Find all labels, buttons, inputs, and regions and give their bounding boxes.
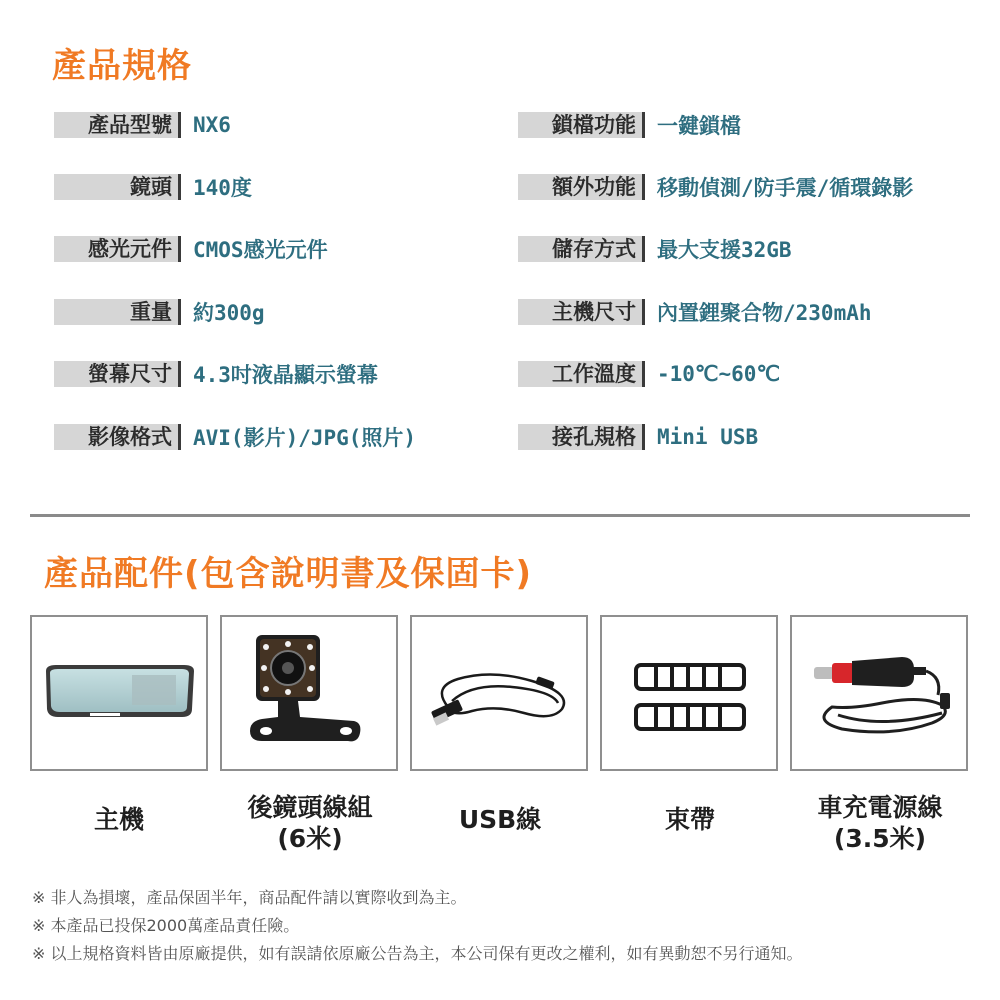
accessory-card-rear-camera <box>220 615 398 771</box>
spec-value: -10℃~60℃ <box>657 362 781 386</box>
spec-value: 移動偵測/防手震/循環錄影 <box>657 176 914 200</box>
spec-separator <box>642 112 645 138</box>
note-item: ※ 本產品已投保2000萬產品責任險。 <box>32 916 300 935</box>
accessory-label-line1: 束帶 <box>664 805 715 834</box>
accessory-card-car-charger <box>790 615 968 771</box>
accessory-label-usb-cable <box>400 804 600 835</box>
note-item: ※ 以上規格資料皆由原廠提供，如有誤請依原廠公告為主，本公司保有更改之權利，如有異動恕不另行通知。 <box>32 944 803 963</box>
spec-separator <box>178 174 181 200</box>
spec-value: CMOS感光元件 <box>193 238 328 262</box>
accessory-label-line2: (3.5米) <box>833 824 927 853</box>
spec-row <box>518 297 872 327</box>
spec-table <box>0 0 1000 480</box>
spec-row <box>54 422 416 452</box>
spec-label: 影像格式 <box>54 424 178 450</box>
strap-icon <box>602 617 776 769</box>
spec-separator <box>178 424 181 450</box>
spec-value: 內置鋰聚合物/230mAh <box>657 301 872 325</box>
specs-title: 產品規格 <box>52 46 192 86</box>
spec-label: 重量 <box>54 299 178 325</box>
spec-row <box>518 422 758 452</box>
spec-label: 鎖檔功能 <box>518 112 642 138</box>
spec-label: 感光元件 <box>54 236 178 262</box>
spec-separator <box>642 174 645 200</box>
spec-value: 約300g <box>193 301 265 325</box>
spec-value: 4.3吋液晶顯示螢幕 <box>193 363 378 387</box>
spec-label: 儲存方式 <box>518 236 642 262</box>
note-item: ※ 非人為損壞，產品保固半年，商品配件請以實際收到為主。 <box>32 888 467 907</box>
spec-label: 主機尺寸 <box>518 299 642 325</box>
spec-row <box>518 359 780 389</box>
accessory-label-rear-camera <box>210 792 410 854</box>
notes-list <box>32 884 803 968</box>
accessory-label-main-unit <box>19 804 219 835</box>
accessory-label-line2: (6米) <box>277 824 343 853</box>
spec-separator <box>178 299 181 325</box>
spec-row <box>54 234 328 264</box>
section-divider <box>30 514 970 517</box>
accessory-card-main-unit <box>30 615 208 771</box>
spec-row <box>54 172 252 202</box>
spec-separator <box>642 236 645 262</box>
spec-value: Mini USB <box>657 425 759 449</box>
spec-value: 140度 <box>193 176 252 200</box>
spec-separator <box>642 424 645 450</box>
spec-value: AVI(影片)/JPG(照片) <box>193 426 417 450</box>
accessory-label-line1: 車充電源線 <box>817 793 943 822</box>
spec-row <box>518 172 913 202</box>
rear-camera-icon <box>222 617 396 769</box>
spec-row <box>54 297 265 327</box>
spec-separator <box>642 361 645 387</box>
usb-cable-icon <box>412 617 586 769</box>
spec-label: 額外功能 <box>518 174 642 200</box>
spec-row <box>54 110 231 140</box>
accessory-label-line1: USB線 <box>458 805 542 834</box>
spec-row <box>518 110 741 140</box>
spec-separator <box>178 112 181 138</box>
spec-value: 最大支援32GB <box>657 238 792 262</box>
car-charger-icon <box>792 617 966 769</box>
spec-separator <box>642 299 645 325</box>
accessory-label-straps <box>590 804 790 835</box>
spec-separator <box>178 236 181 262</box>
accessory-card-usb-cable <box>410 615 588 771</box>
accessory-label-car-charger <box>780 792 980 854</box>
spec-row <box>518 234 792 264</box>
spec-value: 一鍵鎖檔 <box>657 114 741 138</box>
accessory-label-line1: 主機 <box>93 805 144 834</box>
spec-label: 接孔規格 <box>518 424 642 450</box>
spec-label: 鏡頭 <box>54 174 178 200</box>
spec-row <box>54 359 378 389</box>
accessory-card-straps <box>600 615 778 771</box>
spec-label: 螢幕尺寸 <box>54 361 178 387</box>
accessory-label-line1: 後鏡頭線組 <box>247 793 373 822</box>
rearview-mirror-icon <box>32 617 206 769</box>
spec-label: 產品型號 <box>54 112 178 138</box>
spec-label: 工作溫度 <box>518 361 642 387</box>
spec-separator <box>178 361 181 387</box>
spec-value: NX6 <box>193 113 231 137</box>
accessories-title: 產品配件(包含說明書及保固卡) <box>44 554 533 594</box>
